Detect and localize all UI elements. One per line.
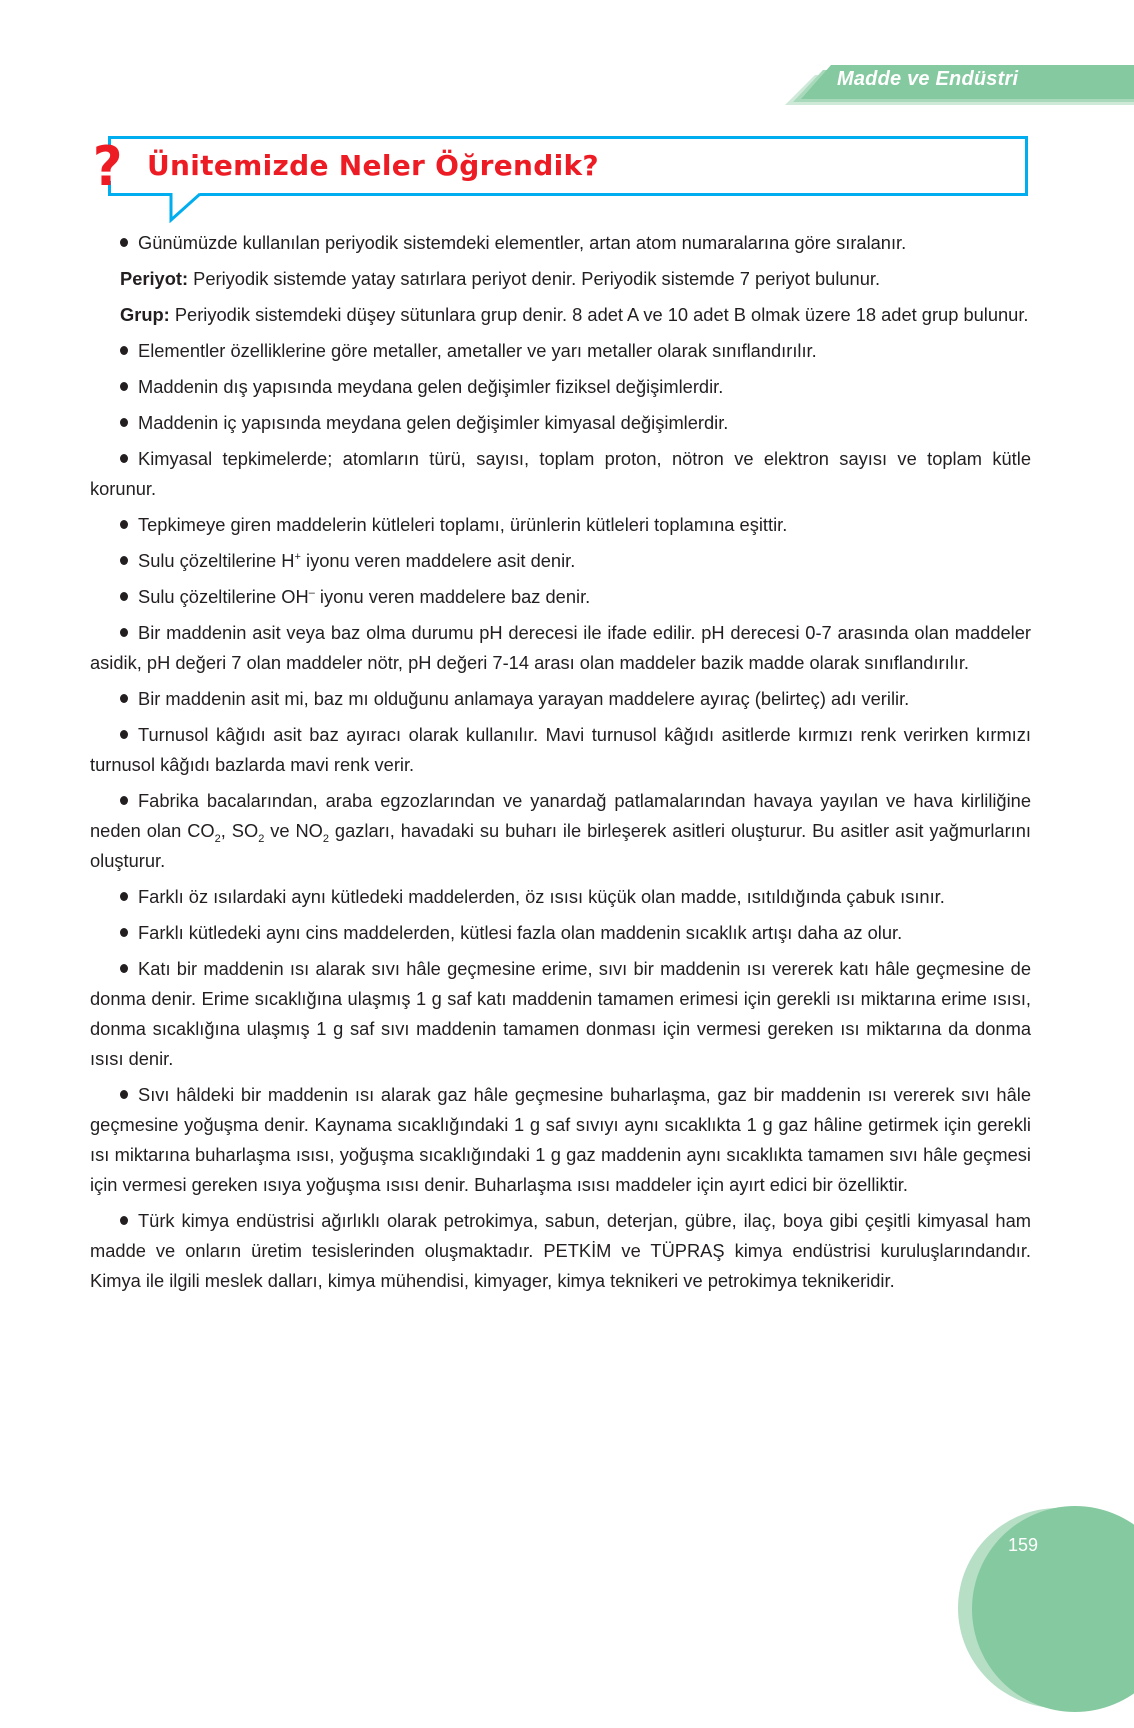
list-item: Maddenin iç yapısında meydana gelen değişimler kimyasal değişimlerdir.	[90, 408, 1031, 438]
list-item: Tepkimeye giren maddelerin kütleleri toplamı, ürünlerin kütleleri toplamına eşittir.	[90, 510, 1031, 540]
bullet-icon	[120, 1090, 128, 1099]
bullet-icon	[120, 382, 128, 391]
bullet-icon	[120, 454, 128, 463]
list-item: Günümüzde kullanılan periyodik sistemdeki elementler, artan atom numaralarına göre sıralanır.	[90, 228, 1031, 258]
list-item: Turnusol kâğıdı asit baz ayıracı olarak kullanılır. Mavi turnusol kâğıdı asitlerde kırmızı renk verirken kırmızı turnusol kâğıdı bazlarda mavi renk verir.	[90, 724, 1031, 775]
bullet-icon	[120, 964, 128, 973]
bullet-icon	[120, 928, 128, 937]
summary-content	[90, 228, 1031, 1302]
list-item: Fabrika bacalarından, araba egzozlarından ve yanardağ patlamalarından havaya yayılan ve hava kirliliğine neden olan $CO_2$, $SO_2$ ve $NO_2$ gazları, havadaki su buharı ile birleşerek asitleri oluşturur. Bu asitler asit yağmurlarını oluşturur.	[90, 790, 1031, 871]
term-label: Grup:	[120, 304, 170, 325]
list-item: Elementler özelliklerine göre metaller, ametaller ve yarı metaller olarak sınıflandırılır.	[90, 336, 1031, 366]
list-item: Bir maddenin asit veya baz olma durumu pH derecesi ile ifade edilir. pH derecesi 0-7 arasında olan maddeler asidik, pH değeri 7 olan maddeler nötr, pH değeri 7-14 arası olan maddeler bazik madde olarak sınıflandırılır.	[90, 622, 1031, 673]
bullet-icon	[120, 238, 128, 247]
bullet-icon	[120, 892, 128, 901]
list-item: Sıvı hâldeki bir maddenin ısı alarak gaz hâle geçmesine buharlaşma, gaz bir maddenin ısı vererek sıvı hâle geçmesine yoğuşma denir. Kaynama sıcaklığındaki 1 g saf sıvıyı aynı sıcaklıkta 1 g gaz hâline getirmek için gerekli ısı miktarına buharlaşma ısısı, yoğuşma sıcaklığındaki 1 g gaz maddenin aynı sıcaklıkta tamamen sıvı hâle geçmesi için vermesi gereken ısıya yoğuşma ısısı denir. Buharlaşma ısısı maddeler için ayırt edici bir özelliktir.	[90, 1084, 1031, 1195]
list-item: Farklı kütledeki aynı cins maddelerden, kütlesi fazla olan maddenin sıcaklık artışı daha az olur.	[90, 918, 1031, 948]
bullet-icon	[120, 628, 128, 637]
list-item: Katı bir maddenin ısı alarak sıvı hâle geçmesine erime, sıvı bir maddenin ısı vererek katı hâle geçmesine de donma denir. Erime sıcaklığına ulaşmış 1 g saf katı maddenin tamamen erimesi için gerekli ısı miktarına erime ısısı, donma sıcaklığına ulaşmış 1 g saf sıvı maddenin tamamen donması için vermesi gereken ısı miktarına da donma ısısı denir.	[90, 958, 1031, 1069]
bullet-icon	[120, 556, 128, 565]
bullet-icon	[120, 346, 128, 355]
unit-header-tab	[785, 65, 1134, 105]
bullet-icon	[120, 1216, 128, 1225]
bullet-icon	[120, 796, 128, 805]
list-item: Sulu çözeltilerine OH– iyonu veren maddelere baz denir.	[90, 582, 1031, 612]
definition-grup: Grup: Periyodik sistemdeki düşey sütunlara grup denir. 8 adet A ve 10 adet B olmak üzere 18 adet grup bulunur.	[120, 304, 1029, 325]
definition-periyot: Periyot: Periyodik sistemde yatay satırlara periyot denir. Periyodik sistemde 7 periyot bulunur.	[120, 268, 881, 289]
list-item: Bir maddenin asit mi, baz mı olduğunu anlamaya yarayan maddelere ayıraç (belirteç) adı verilir.	[90, 684, 1031, 714]
bullet-icon	[120, 418, 128, 427]
page-number: 159	[1008, 1535, 1039, 1555]
list-item: Farklı öz ısılardaki aynı kütledeki maddelerden, öz ısısı küçük olan madde, ısıtıldığında çabuk ısınır.	[90, 882, 1031, 912]
unit-title: Madde ve Endüstri	[837, 68, 1019, 90]
bullet-icon	[120, 694, 128, 703]
question-mark-icon: ?	[92, 135, 123, 198]
bullet-icon	[120, 520, 128, 529]
list-item: Sulu çözeltilerine H+ iyonu veren maddelere asit denir.	[90, 546, 1031, 576]
speech-bubble-tail-icon	[168, 193, 208, 223]
list-item: Kimyasal tepkimelerde; atomların türü, sayısı, toplam proton, nötron ve elektron sayısı ve toplam kütle korunur.	[90, 448, 1031, 499]
page-number-badge	[958, 1508, 1134, 1728]
list-item: Maddenin dış yapısında meydana gelen değişimler fiziksel değişimlerdir.	[90, 372, 1031, 402]
section-title: Ünitemizde Neler Öğrendik?	[147, 149, 599, 182]
list-item: Türk kimya endüstrisi ağırlıklı olarak petrokimya, sabun, deterjan, gübre, ilaç, boya gibi çeşitli kimyasal ham madde ve onların üretim tesislerinden oluşmaktadır. PETKİM ve TÜPRAŞ kimya endüstrisi kuruluşlarındandır. Kimya ile ilgili meslek dalları, kimya mühendisi, kimyager, kimya teknikeri ve petrokimya teknikeridir.	[90, 1210, 1031, 1291]
bullet-icon	[120, 592, 128, 601]
bullet-icon	[120, 730, 128, 739]
term-label: Periyot:	[120, 268, 189, 289]
